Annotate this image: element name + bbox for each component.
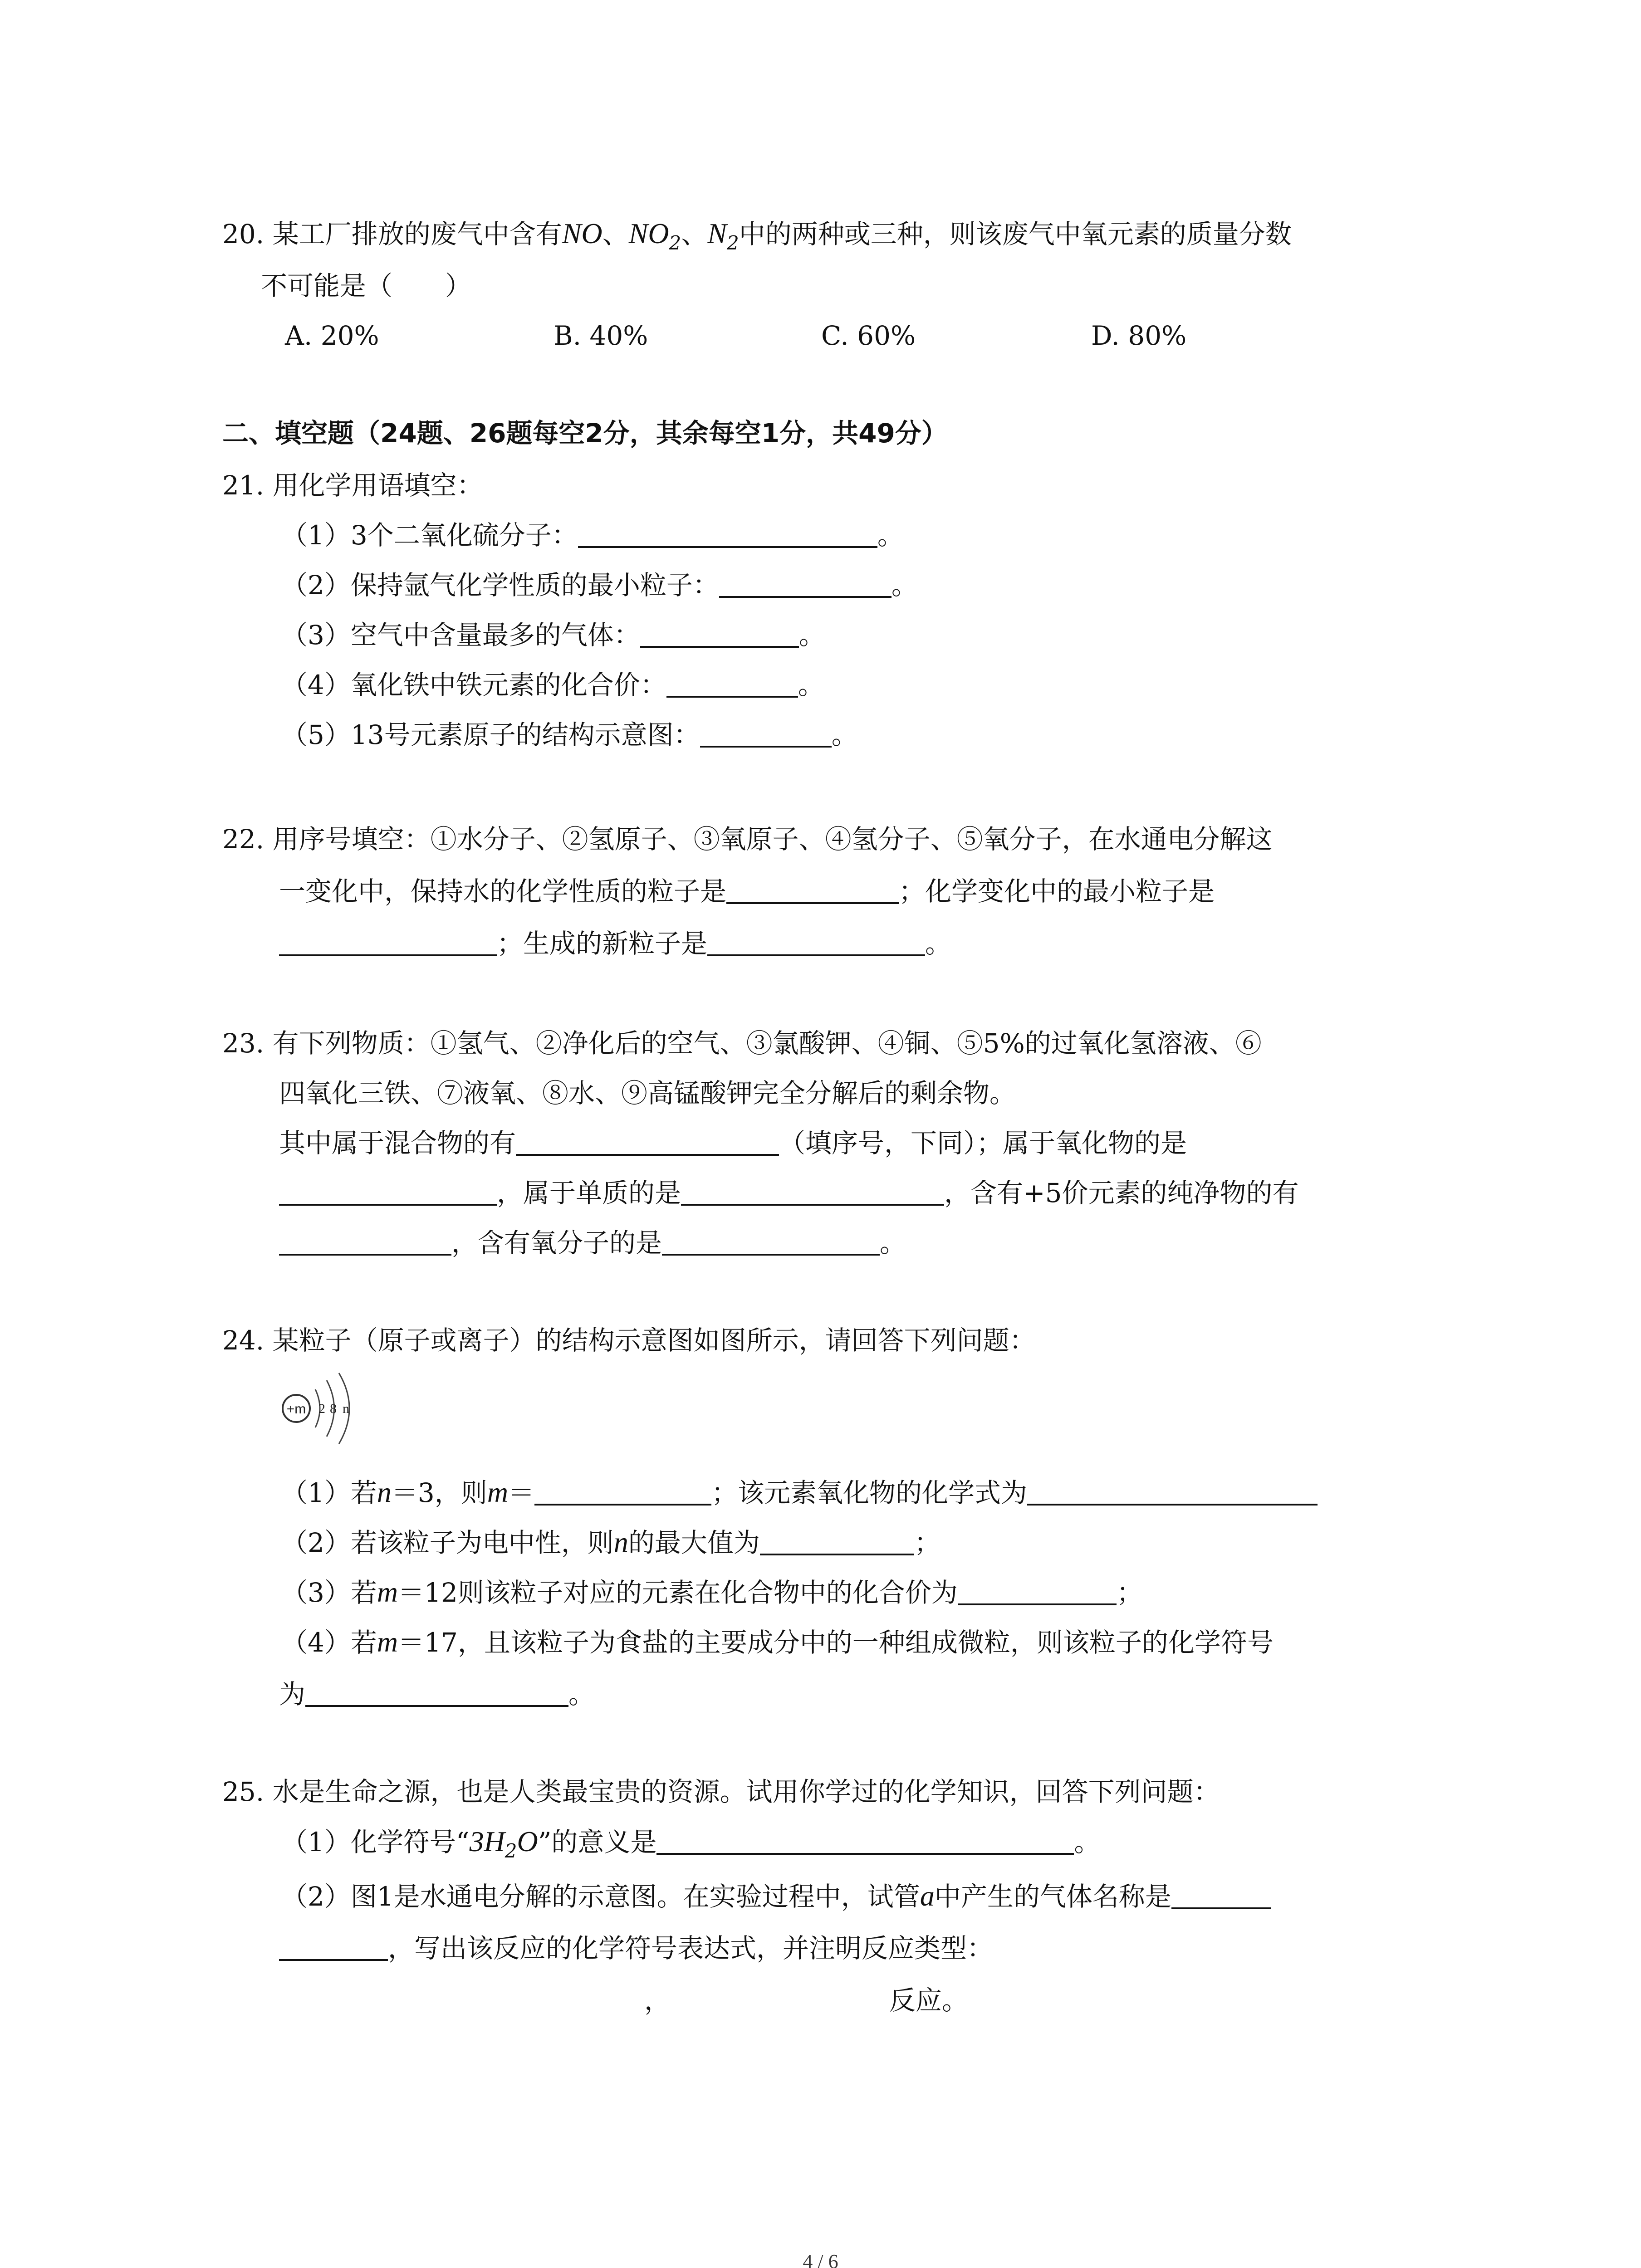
shell-2-count: 8 (330, 1401, 337, 1416)
period: 。 (880, 1227, 906, 1258)
q23-text-e: ，含有氧分子的是 (451, 1227, 662, 1258)
q24-text: ＝17，且该粒子为食盐的主要成分中的一种组成微粒，则该粒子的化学符号 (398, 1627, 1274, 1658)
answer-blank[interactable] (1171, 1880, 1271, 1909)
q25-text: （2）图1是水通电分解的示意图。在实验过程中，试管 (281, 1881, 920, 1912)
q25-text: （1）化学符号“ (281, 1827, 470, 1857)
answer-blank[interactable] (719, 569, 892, 598)
q22-text-a: 一变化中，保持水的化学性质的粒子是 (279, 876, 727, 907)
q24-text: （3）若 (281, 1577, 377, 1608)
q24-item-3 (281, 1574, 1143, 1611)
q25-text: 中产生的气体名称是 (934, 1881, 1171, 1912)
answer-blank[interactable] (760, 1526, 914, 1555)
q25-reaction-type: 反应。 (889, 1985, 969, 2016)
q21-item-3 (281, 617, 825, 653)
q24-item-4-line2 (279, 1676, 595, 1712)
q23-line3 (279, 1125, 1187, 1161)
q24-item-1 (281, 1474, 1318, 1511)
period: 。 (1074, 1827, 1101, 1857)
semicolon: ； (1116, 1577, 1143, 1608)
answer-blank[interactable] (726, 875, 899, 904)
formula-sub: 2 (505, 1840, 517, 1862)
q24-text: 的最大值为 (628, 1527, 760, 1558)
formula-n2: N (707, 217, 727, 249)
var-n: n (377, 1476, 392, 1508)
period: 。 (877, 520, 904, 551)
q24-text: （1）若 (281, 1477, 377, 1508)
answer-blank[interactable] (1027, 1476, 1318, 1505)
q21-item-3-text: （3）空气中含量最多的气体： (281, 620, 640, 650)
q23-text-c: ，属于单质的是 (497, 1178, 681, 1208)
answer-blank[interactable] (279, 1177, 497, 1206)
q25-text: ，写出该反应的化学符号表达式，并注明反应类型： (388, 1933, 994, 1964)
period: 。 (798, 670, 824, 700)
formula-n2-sub: 2 (726, 232, 739, 254)
q20-option-d: D. 80% (1091, 320, 1187, 351)
q21-item-4-text: （4）氧化铁中铁元素的化合价： (281, 670, 666, 700)
q21-item-5 (281, 717, 858, 753)
q20-option-c: C. 60% (821, 320, 916, 351)
answer-blank[interactable] (707, 927, 925, 956)
answer-blank[interactable] (578, 519, 877, 548)
q24-text: （4）若 (281, 1627, 377, 1658)
formula-no2: NO (628, 217, 669, 249)
answer-blank[interactable] (534, 1476, 711, 1505)
q22-text-c: ；生成的新粒子是 (497, 928, 708, 959)
q24-head: 24. 某粒子（原子或离子）的结构示意图如图所示，请回答下列问题： (222, 1325, 1036, 1356)
var-m: m (377, 1626, 398, 1658)
answer-blank[interactable] (666, 669, 798, 698)
sep: 、 (602, 219, 629, 249)
formula-3h2o: 3H (469, 1825, 505, 1857)
q20-text-b: 中的两种或三种，则该废气中氧元素的质量分数 (739, 219, 1292, 249)
var-a: a (920, 1880, 935, 1912)
page-number: 4 / 6 (803, 2250, 838, 2268)
q22-line1: 22. 用序号填空：①水分子、②氢原子、③氧原子、④氢分子、⑤氧分子，在水通电分解这 (222, 824, 1273, 855)
q24-item-2 (281, 1524, 941, 1561)
var-m: m (487, 1476, 509, 1508)
var-n: n (613, 1526, 628, 1558)
shell-3-count: n (343, 1401, 349, 1416)
q21-item-1 (281, 517, 904, 553)
answer-blank[interactable] (656, 1826, 1074, 1855)
answer-blank[interactable] (279, 1932, 388, 1961)
formula-no2-sub: 2 (669, 232, 681, 254)
q22-text-b: ；化学变化中的最小粒子是 (899, 876, 1215, 907)
q23-line2: 四氧化三铁、⑦液氧、⑧水、⑨高锰酸钾完全分解后的剩余物。 (279, 1078, 1016, 1109)
q23-line5 (279, 1225, 906, 1261)
q20-option-a: A. 20% (285, 320, 379, 351)
nucleus-charge: +m (286, 1402, 306, 1417)
q22-line2 (279, 873, 1215, 909)
answer-blank[interactable] (958, 1576, 1117, 1605)
q21-item-1-text: （1）3个二氧化硫分子： (281, 520, 578, 551)
q21-item-5-text: （5）13号元素原子的结构示意图： (281, 719, 700, 750)
q20-option-b: B. 40% (554, 320, 648, 351)
section-title: 二、填空题（24题、26题每空2分，其余每空1分，共49分） (222, 418, 948, 449)
sep: 、 (681, 219, 708, 249)
q23-line1: 23. 有下列物质：①氢气、②净化后的空气、③氯酸钾、④铜、⑤5%的过氧化氢溶液、⑥ (222, 1028, 1262, 1059)
answer-blank[interactable] (516, 1127, 779, 1156)
q23-text-a: 其中属于混合物的有 (279, 1128, 516, 1158)
q20-text-a: 某工厂排放的废气中含有 (272, 219, 562, 249)
period: 。 (568, 1679, 595, 1710)
period: 。 (925, 928, 952, 959)
answer-blank[interactable] (279, 1227, 451, 1256)
q25-text: ”的意义是 (538, 1827, 657, 1857)
period: 。 (891, 570, 918, 601)
q24-text: 为 (279, 1679, 306, 1710)
q24-text: ；该元素氧化物的化学式为 (711, 1477, 1028, 1508)
q20-number: 20. (222, 219, 265, 249)
q24-text: ＝ (508, 1477, 535, 1508)
q22-line3 (279, 925, 951, 962)
formula-no: NO (562, 217, 603, 249)
q25-comma: ， (644, 1985, 671, 2016)
q20-line2: 不可能是（ ） (261, 270, 472, 301)
atom-structure-diagram (279, 1363, 370, 1449)
q20-line1 (222, 215, 1292, 261)
answer-blank[interactable] (279, 927, 497, 956)
q25-head: 25. 水是生命之源，也是人类最宝贵的资源。试用你学过的化学知识，回答下列问题： (222, 1776, 1220, 1807)
q25-item-2-line2 (279, 1930, 993, 1966)
answer-blank[interactable] (681, 1177, 944, 1206)
q24-item-4 (281, 1624, 1274, 1661)
answer-blank[interactable] (640, 619, 799, 648)
q23-text-b: （填序号，下同）；属于氧化物的是 (779, 1128, 1187, 1158)
q24-text: （2）若该粒子为电中性，则 (281, 1527, 614, 1558)
q24-text: ＝3，则 (391, 1477, 487, 1508)
period: 。 (831, 719, 858, 750)
answer-blank[interactable] (305, 1678, 568, 1707)
q21-item-2 (281, 567, 918, 603)
q21-item-2-text: （2）保持氩气化学性质的最小粒子： (281, 570, 719, 601)
q25-item-1 (281, 1823, 1100, 1869)
q21-item-4 (281, 667, 824, 703)
q21-head: 21. 用化学用语填空： (222, 470, 483, 501)
semicolon: ； (914, 1527, 941, 1558)
answer-blank[interactable] (700, 719, 832, 748)
period: 。 (798, 620, 825, 650)
var-m: m (377, 1576, 398, 1608)
q24-text: ＝12则该粒子对应的元素在化合物中的化合价为 (398, 1577, 958, 1608)
q25-item-2 (281, 1878, 1271, 1915)
formula-o: O (517, 1825, 538, 1857)
shell-1-count: 2 (318, 1401, 325, 1416)
answer-blank[interactable] (662, 1227, 880, 1256)
q23-line4 (279, 1175, 1299, 1211)
q23-text-d: ，含有+5价元素的纯净物的有 (944, 1178, 1299, 1208)
